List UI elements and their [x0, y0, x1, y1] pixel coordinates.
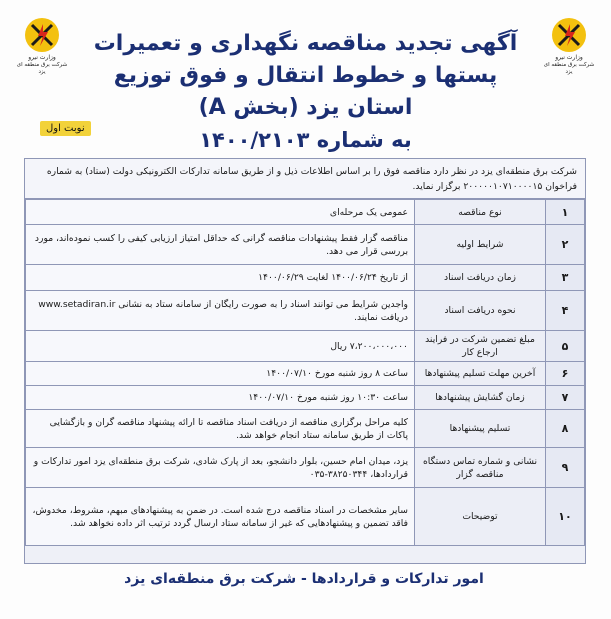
row-number: ۲	[546, 225, 585, 265]
round-badge: نوبت اول	[40, 121, 91, 136]
row-number: ۱۰	[546, 488, 585, 546]
row-number: ۱	[546, 200, 585, 225]
tender-details-table	[24, 158, 586, 564]
title-line-3: به شماره ۱۴۰۰/۲۱۰۳	[199, 128, 412, 152]
row-number: ۴	[546, 291, 585, 331]
row-label: مبلغ تضمین شرکت در فرایند ارجاع کار	[415, 331, 546, 362]
power-company-logo-icon	[25, 18, 59, 52]
row-label: تسلیم پیشنهادها	[415, 410, 546, 448]
row-label: زمان گشایش پیشنهادها	[415, 386, 546, 410]
row-value: از تاریخ ۱۴۰۰/۰۶/۲۴ لغایت ۱۴۰۰/۰۶/۲۹	[26, 265, 415, 291]
row-label: نشانی و شماره تماس دستگاه مناقصه گزار	[415, 448, 546, 488]
row-number: ۹	[546, 448, 585, 488]
row-number: ۵	[546, 331, 585, 362]
intro-paragraph: شرکت برق منطقه‌ای یزد در نظر دارد مناقصه فوق را بر اساس اطلاعات ذیل و از طریق سامانه تدارکات الکترونیکی دولت (ستاد) به شماره فراخوان ۲۰۰۰۰۰۱۰۷۱۰۰۰۰۱۵ برگزار نماید.	[25, 159, 585, 199]
table-row	[26, 410, 585, 448]
row-value: کلیه مراحل برگزاری مناقصه از دریافت اسناد مناقصه تا ارائه پیشنهاد مناقصه گران و بازگشایی پاکات از طریق سامانه ستاد انجام خواهد شد.	[26, 410, 415, 448]
row-value: ساعت ۱۰:۳۰ روز شنبه مورخ ۱۴۰۰/۰۷/۱۰	[26, 386, 415, 410]
row-value: عمومی یک مرحله‌ای	[26, 200, 415, 225]
table-row	[26, 386, 585, 410]
row-label: نوع مناقصه	[415, 200, 546, 225]
logo-ministry-text: وزارت نیرو	[555, 54, 583, 61]
row-value: ۷،۲۰۰،۰۰۰،۰۰۰ ریال	[26, 331, 415, 362]
footer-signature: امور تدارکات و قراردادها - شرکت برق منطقه‌ای یزد	[124, 571, 484, 587]
logo-left	[14, 18, 70, 88]
notice-title	[78, 28, 533, 154]
logo-right	[541, 18, 597, 88]
table-row	[26, 200, 585, 225]
row-label: زمان دریافت اسناد	[415, 265, 546, 291]
title-line-2: پستها و خطوط انتقال و فوق توزیع استان یزد (بخش A)	[113, 63, 498, 120]
row-label: شرایط اولیه	[415, 225, 546, 265]
table-row	[26, 488, 585, 546]
row-value: مناقصه گزار فقط پیشنهادات مناقصه گرانی که حداقل امتیاز ارزیابی کیفی را کسب نموده‌اند، مورد بررسی قرار می دهد.	[26, 225, 415, 265]
row-value: ساعت ۸ روز شنبه مورخ ۱۴۰۰/۰۷/۱۰	[26, 362, 415, 386]
row-value: یزد، میدان امام حسین، بلوار دانشجو، بعد از پارک شادی، شرکت برق منطقه‌ای یزد امور تدارکات و قراردادها، ۳۸۲۵۰۳۴۴-۰۳۵	[26, 448, 415, 488]
table-row	[26, 448, 585, 488]
row-number: ۶	[546, 362, 585, 386]
row-number: ۳	[546, 265, 585, 291]
table-row	[26, 265, 585, 291]
power-company-logo-icon	[552, 18, 586, 52]
table-row	[26, 331, 585, 362]
logo-company-text: شرکت برق منطقه ای یزد	[543, 62, 595, 75]
logo-ministry-text: وزارت نیرو	[28, 54, 56, 61]
table-row	[26, 225, 585, 265]
row-number: ۷	[546, 386, 585, 410]
row-number: ۸	[546, 410, 585, 448]
title-line-1: آگهی تجدید مناقصه نگهداری و تعمیرات	[93, 31, 518, 56]
row-label: توضیحات	[415, 488, 546, 546]
table-row	[26, 362, 585, 386]
row-value: واجدین شرایط می توانند اسناد را به صورت رایگان از سامانه ستاد به نشانی www.setadiran.ir دریافت نمایند.	[26, 291, 415, 331]
row-label: نحوه دریافت اسناد	[415, 291, 546, 331]
row-value: سایر مشخصات در اسناد مناقصه درج شده است. در ضمن به پیشنهادهای مبهم، مشروط، مخدوش، فاقد تضمین و پیشنهادهایی که غیر از سامانه ستاد ارسال گردد ترتیب اثر داده نخواهد شد.	[26, 488, 415, 546]
details-grid	[25, 199, 585, 546]
table-row	[26, 291, 585, 331]
logo-company-text: شرکت برق منطقه ای یزد	[16, 62, 68, 75]
row-label: آخرین مهلت تسلیم پیشنهادها	[415, 362, 546, 386]
